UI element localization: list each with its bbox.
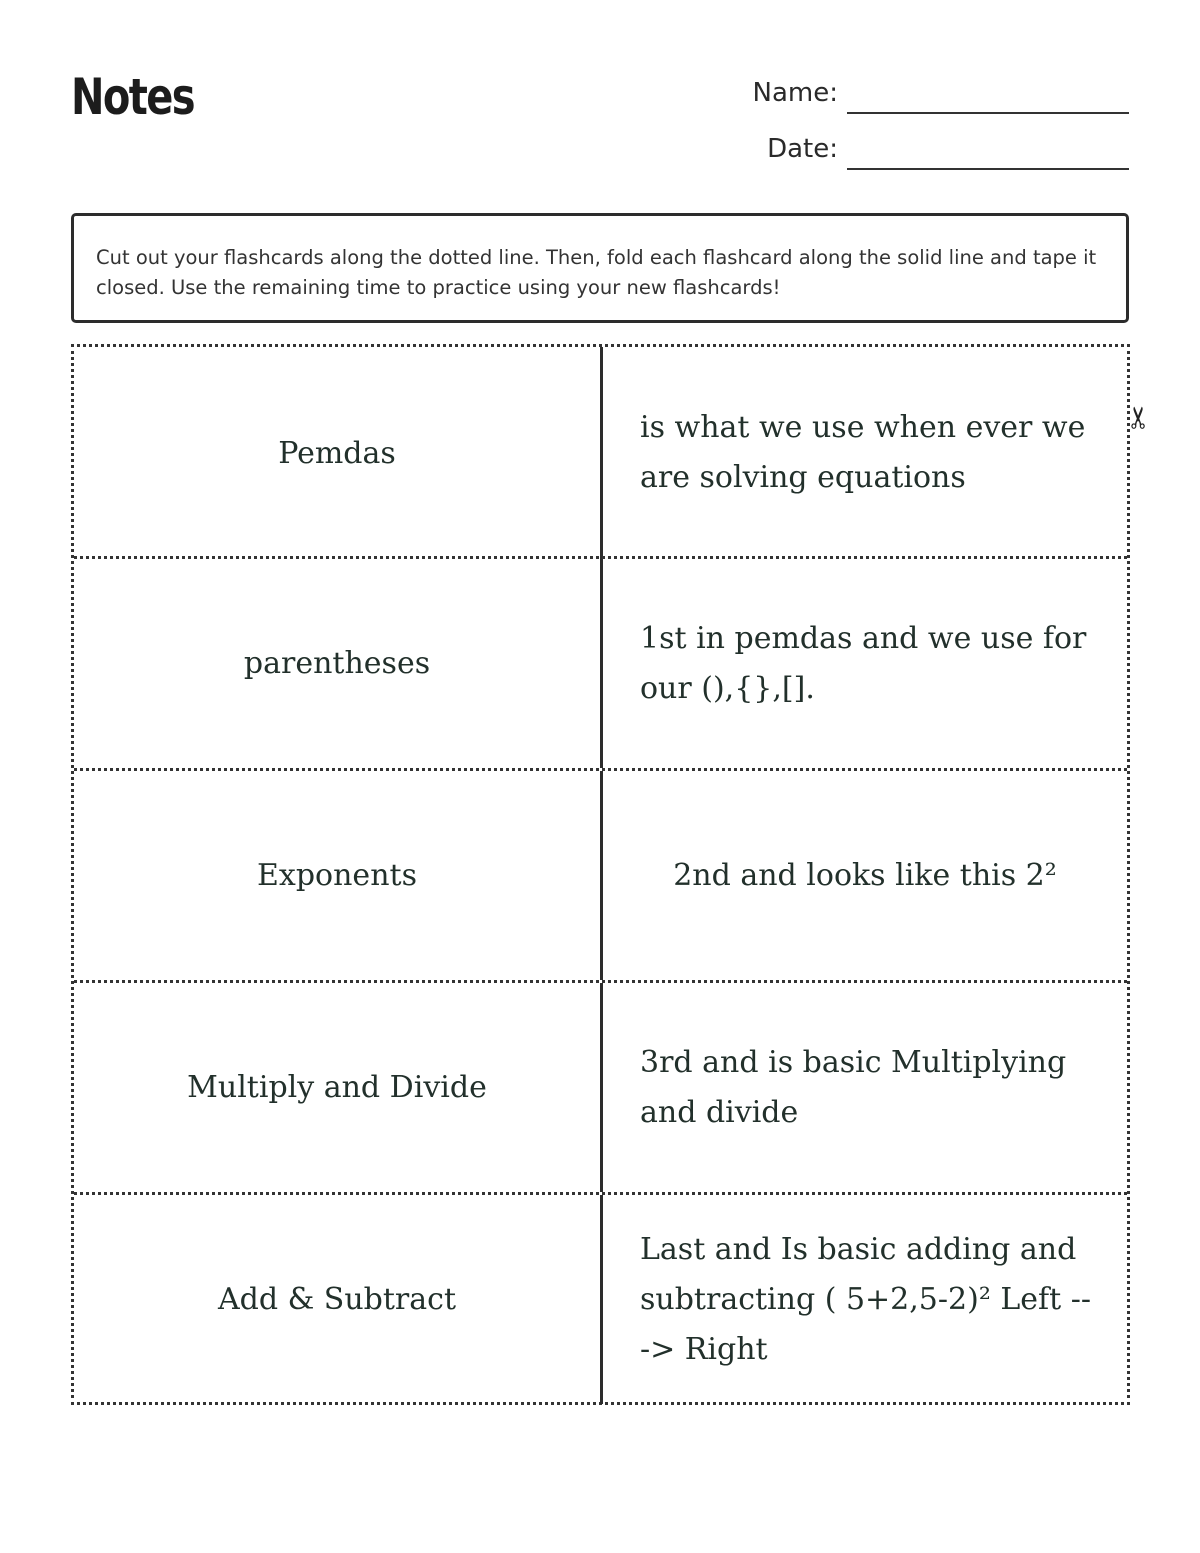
- flashcard-definition: 1st in pemdas and we use for our (),{},[].: [640, 620, 1087, 706]
- flashcards-sheet: [71, 344, 1130, 1405]
- flashcard: [74, 347, 1127, 559]
- name-label: Name:: [752, 78, 838, 108]
- date-label: Date:: [767, 134, 838, 164]
- flashcard-term: Multiply and Divide: [187, 1070, 487, 1105]
- flashcard-term: Pemdas: [278, 435, 396, 471]
- date-field[interactable]: [847, 168, 1129, 170]
- flashcard-term: Add & Subtract: [217, 1282, 457, 1317]
- flashcard: [74, 1192, 1127, 1404]
- flashcard-term: parentheses: [243, 646, 431, 681]
- page-title: Notes: [71, 68, 195, 126]
- name-field[interactable]: [847, 112, 1129, 114]
- scissors-icon: ✂: [1122, 404, 1158, 431]
- flashcard-definition: 3rd and is basic Multiplying and divide: [640, 1044, 1067, 1130]
- flashcard: [74, 556, 1127, 768]
- flashcard-definition: 2nd and looks like this 2²: [673, 857, 1057, 893]
- flashcard: [74, 768, 1127, 980]
- flashcard-definition: is what we use when ever we are solving equations: [640, 410, 1086, 495]
- flashcard-term: Exponents: [257, 858, 417, 893]
- instructions-box: Cut out your flashcards along the dotted line. Then, fold each flashcard along the solid line and tape it closed. Use the remaining time to practice using your new flashcards!: [71, 213, 1129, 323]
- flashcard: [74, 980, 1127, 1192]
- flashcard-definition: Last and Is basic adding and subtracting ( 5+2,5-2)² Left ---> Right: [640, 1231, 1092, 1367]
